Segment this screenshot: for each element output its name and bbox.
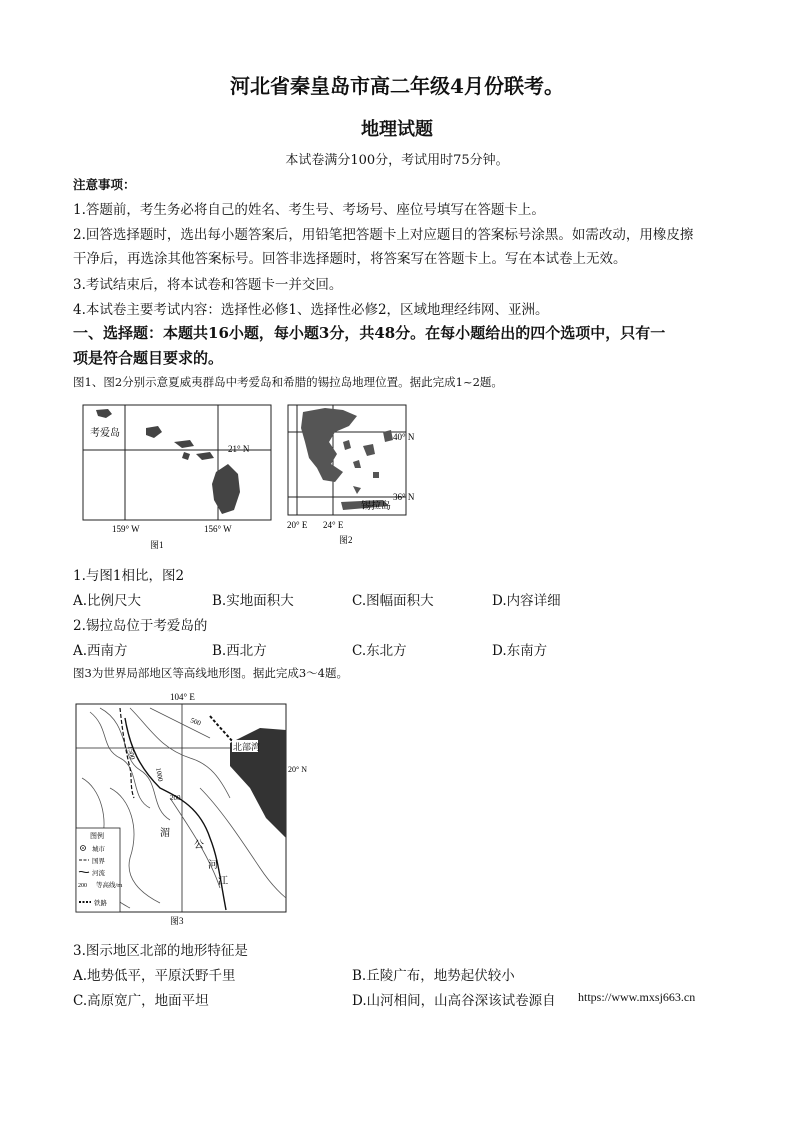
q1-option-a: A.比例尺大 bbox=[73, 593, 142, 609]
intro-q3-4: 图3为世界局部地区等高线地形图。据此完成3～4题。 bbox=[73, 666, 348, 680]
fig3-caption: 图3 bbox=[170, 916, 184, 926]
fig3-lat: 20° N bbox=[288, 765, 307, 774]
exam-title: 河北省秦皇岛市高二年级4月份联考。 bbox=[230, 74, 564, 98]
figure-2-map bbox=[283, 402, 438, 552]
q3-option-c: C.高原宽广，地面平坦 bbox=[73, 993, 209, 1009]
fig3-bay-label: 北部湾 bbox=[233, 742, 261, 752]
q2-option-d: D.东南方 bbox=[492, 643, 548, 659]
q3-option-d: D.山河相间，山高谷深该试卷源自 bbox=[352, 993, 556, 1009]
fig3-legend-railway: 铁路 bbox=[94, 900, 107, 907]
fig3-legend-border: 国界 bbox=[92, 858, 105, 865]
fig1-lon2: 156° W bbox=[204, 524, 232, 534]
q3-option-a: A.地势低平，平原沃野千里 bbox=[73, 968, 236, 984]
fig2-island-label: 锡拉岛 bbox=[361, 501, 391, 512]
fig3-river-char-1: 湄 bbox=[160, 828, 170, 839]
notice-item-4: 4.本试卷主要考试内容：选择性必修1、选择性必修2，区域地理经纬网、亚洲。 bbox=[73, 302, 549, 318]
notice-heading: 注意事项： bbox=[73, 177, 136, 192]
q2-option-a: A.西南方 bbox=[73, 643, 128, 659]
subject-title: 地理试题 bbox=[361, 119, 433, 140]
figure-3-contour-map bbox=[70, 688, 310, 928]
fig1-lat-label: 21° N bbox=[228, 444, 250, 454]
fig2-lon1: 20° E bbox=[287, 520, 308, 530]
q3-stem: 3.图示地区北部的地形特征是 bbox=[73, 943, 248, 959]
q3-option-b: B.丘陵广布，地势起伏较小 bbox=[352, 968, 515, 984]
q1-option-c: C.图幅面积大 bbox=[352, 593, 434, 609]
fig3-contour-200: 200 bbox=[170, 794, 181, 802]
fig3-legend-num: 200 bbox=[78, 883, 87, 889]
fig3-lon: 104° E bbox=[170, 692, 195, 702]
q1-option-d: D.内容详细 bbox=[492, 593, 561, 609]
score-line: 本试卷满分100分，考试用时75分钟。 bbox=[285, 153, 509, 168]
q2-option-c: C.东北方 bbox=[352, 643, 407, 659]
q2-stem: 2.锡拉岛位于考爱岛的 bbox=[73, 618, 208, 634]
fig2-lat2: 36° N bbox=[393, 492, 415, 502]
intro-q1-2: 图1、图2分别示意夏威夷群岛中考爱岛和希腊的锡拉岛地理位置。据此完成1~2题。 bbox=[73, 375, 503, 389]
watermark-url: https://www.mxsj663.cn bbox=[578, 990, 696, 1004]
fig3-contour-1500: 1500 bbox=[126, 744, 137, 761]
fig1-island-label: 考爱岛 bbox=[90, 428, 120, 439]
figure-1-map bbox=[78, 402, 278, 552]
fig3-contour-1000: 1000 bbox=[154, 766, 165, 783]
notice-item-2: 2.回答选择题时，选出每小题答案后，用铅笔把答题卡上对应题目的答案标号涂黑。如需改动，用橡皮擦 bbox=[73, 227, 694, 243]
fig3-river-char-3: 河 bbox=[208, 860, 218, 871]
fig3-contour-500: 500 bbox=[189, 716, 202, 728]
q1-option-b: B.实地面积大 bbox=[212, 593, 294, 609]
fig3-legend-contour: 等高线/m bbox=[96, 882, 123, 889]
fig3-river-char-4: 江 bbox=[218, 876, 228, 887]
fig3-legend-river: 河流 bbox=[92, 870, 105, 877]
fig2-lon2: 24° E bbox=[323, 520, 344, 530]
fig2-caption: 图2 bbox=[339, 535, 353, 545]
fig3-legend-title: 图例 bbox=[90, 832, 104, 840]
fig3-legend-city: 城市 bbox=[92, 846, 105, 853]
notice-item-2-cont: 干净后，再选涂其他答案标号。回答非选择题时，将答案写在答题卡上。写在本试卷上无效。 bbox=[73, 251, 627, 267]
fig3-river-char-2: 公 bbox=[194, 840, 204, 851]
section-heading-line2: 项是符合题目要求的。 bbox=[73, 349, 224, 367]
notice-item-3: 3.考试结束后，将本试卷和答题卡一并交回。 bbox=[73, 277, 343, 293]
fig2-lat1: 40° N bbox=[393, 432, 415, 442]
notice-item-1: 1.答题前，考生务必将自己的姓名、考生号、考场号、座位号填写在答题卡上。 bbox=[73, 202, 545, 218]
section-heading-line1: 一、选择题：本题共16小题，每小题3分，共48分。在每小题给出的四个选项中，只有一 bbox=[73, 324, 666, 342]
fig1-caption: 图1 bbox=[150, 540, 164, 550]
fig1-lon1: 159° W bbox=[112, 524, 140, 534]
q2-option-b: B.西北方 bbox=[212, 643, 267, 659]
q1-stem: 1.与图1相比，图2 bbox=[73, 568, 185, 584]
